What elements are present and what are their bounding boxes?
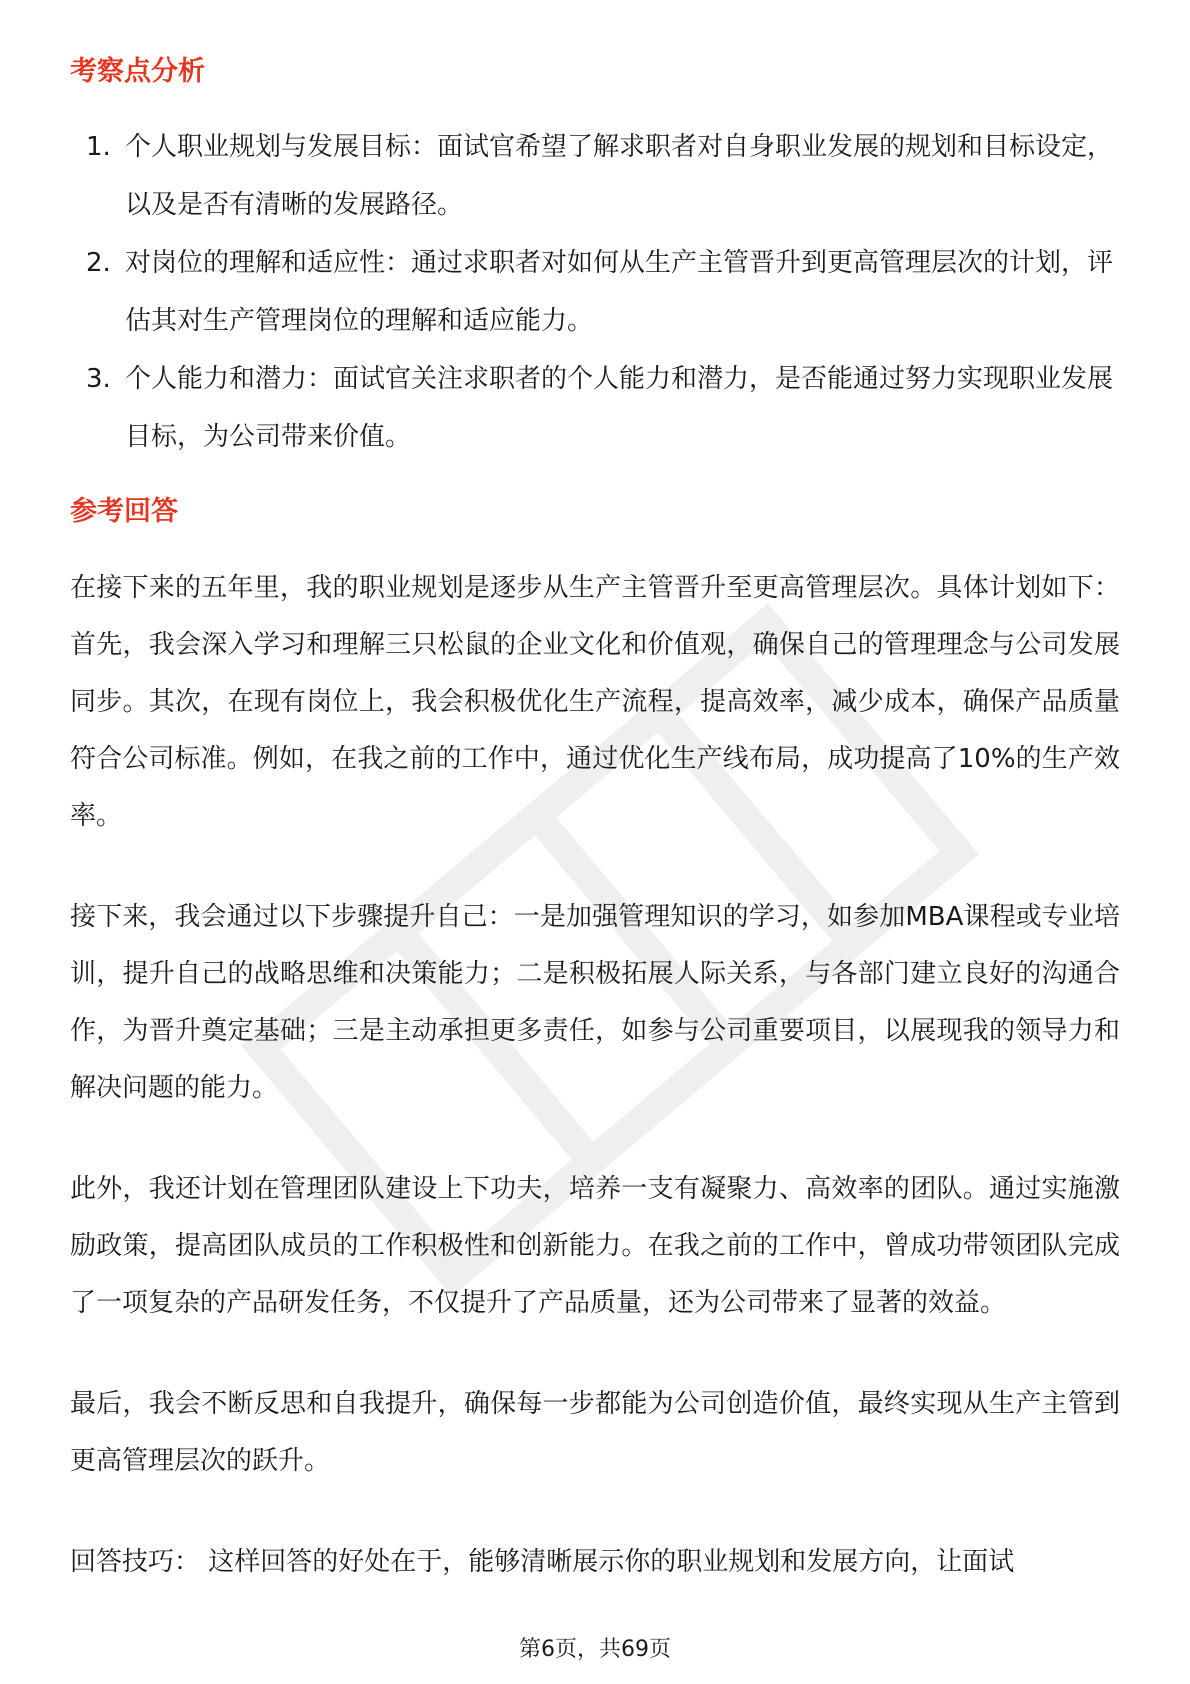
list-item-number: 2. bbox=[86, 248, 111, 278]
answer-heading: 参考回答 bbox=[70, 496, 178, 527]
list-item-number: 3. bbox=[86, 364, 111, 394]
list-item-text: 个人职业规划与发展目标：面试官希望了解求职者对自身职业发展的规划和目标设定，以及是否有清晰的发展路径。 bbox=[125, 132, 1114, 220]
list-item-text: 对岗位的理解和适应性：通过求职者对如何从生产主管晋升到更高管理层次的计划，评估其对生产管理岗位的理解和适应能力。 bbox=[125, 248, 1114, 336]
list-item-text: 个人能力和潜力：面试官关注求职者的个人能力和潜力，是否能通过努力实现职业发展目标，为公司带来价值。 bbox=[125, 364, 1114, 452]
list-item-number: 1. bbox=[86, 132, 111, 162]
answer-paragraph: 在接下来的五年里，我的职业规划是逐步从生产主管晋升至更高管理层次。具体计划如下：首先，我会深入学习和理解三只松鼠的企业文化和价值观，确保自己的管理理念与公司发展同步。其次，在现有岗位上，我会积极优化生产流程，提高效率，减少成本，确保产品质量符合公司标准。例如，在我之前的工作中，通过优化生产线布局，成功提高了10%的生产效率。 bbox=[70, 573, 1120, 831]
answer-paragraph: 此外，我还计划在管理团队建设上下功夫，培养一支有凝聚力、高效率的团队。通过实施激励政策，提高团队成员的工作积极性和创新能力。在我之前的工作中，曾成功带领团队完成了一项复杂的产品研发任务，不仅提升了产品质量，还为公司带来了显著的效益。 bbox=[70, 1174, 1120, 1318]
page-number: 第6页，共69页 bbox=[519, 1637, 671, 1662]
answer-body bbox=[70, 560, 1120, 1635]
answer-tips-paragraph: 回答技巧： 这样回答的好处在于，能够清晰展示你的职业规划和发展方向，让面试 bbox=[70, 1547, 1015, 1577]
answer-paragraph: 接下来，我会通过以下步骤提升自己：一是加强管理知识的学习，如参加MBA课程或专业培训，提升自己的战略思维和决策能力；二是积极拓展人际关系，与各部门建立良好的沟通合作，为晋升奠定基础；三是主动承担更多责任，如参与公司重要项目，以展现我的领导力和解决问题的能力。 bbox=[70, 902, 1120, 1103]
answer-paragraph: 最后，我会不断反思和自我提升，确保每一步都能为公司创造价值，最终实现从生产主管到更高管理层次的跃升。 bbox=[70, 1389, 1120, 1476]
list-item bbox=[70, 350, 1120, 466]
analysis-heading: 考察点分析 bbox=[70, 56, 205, 87]
list-item bbox=[70, 234, 1120, 350]
list-item bbox=[70, 118, 1120, 234]
analysis-list bbox=[70, 118, 1120, 466]
